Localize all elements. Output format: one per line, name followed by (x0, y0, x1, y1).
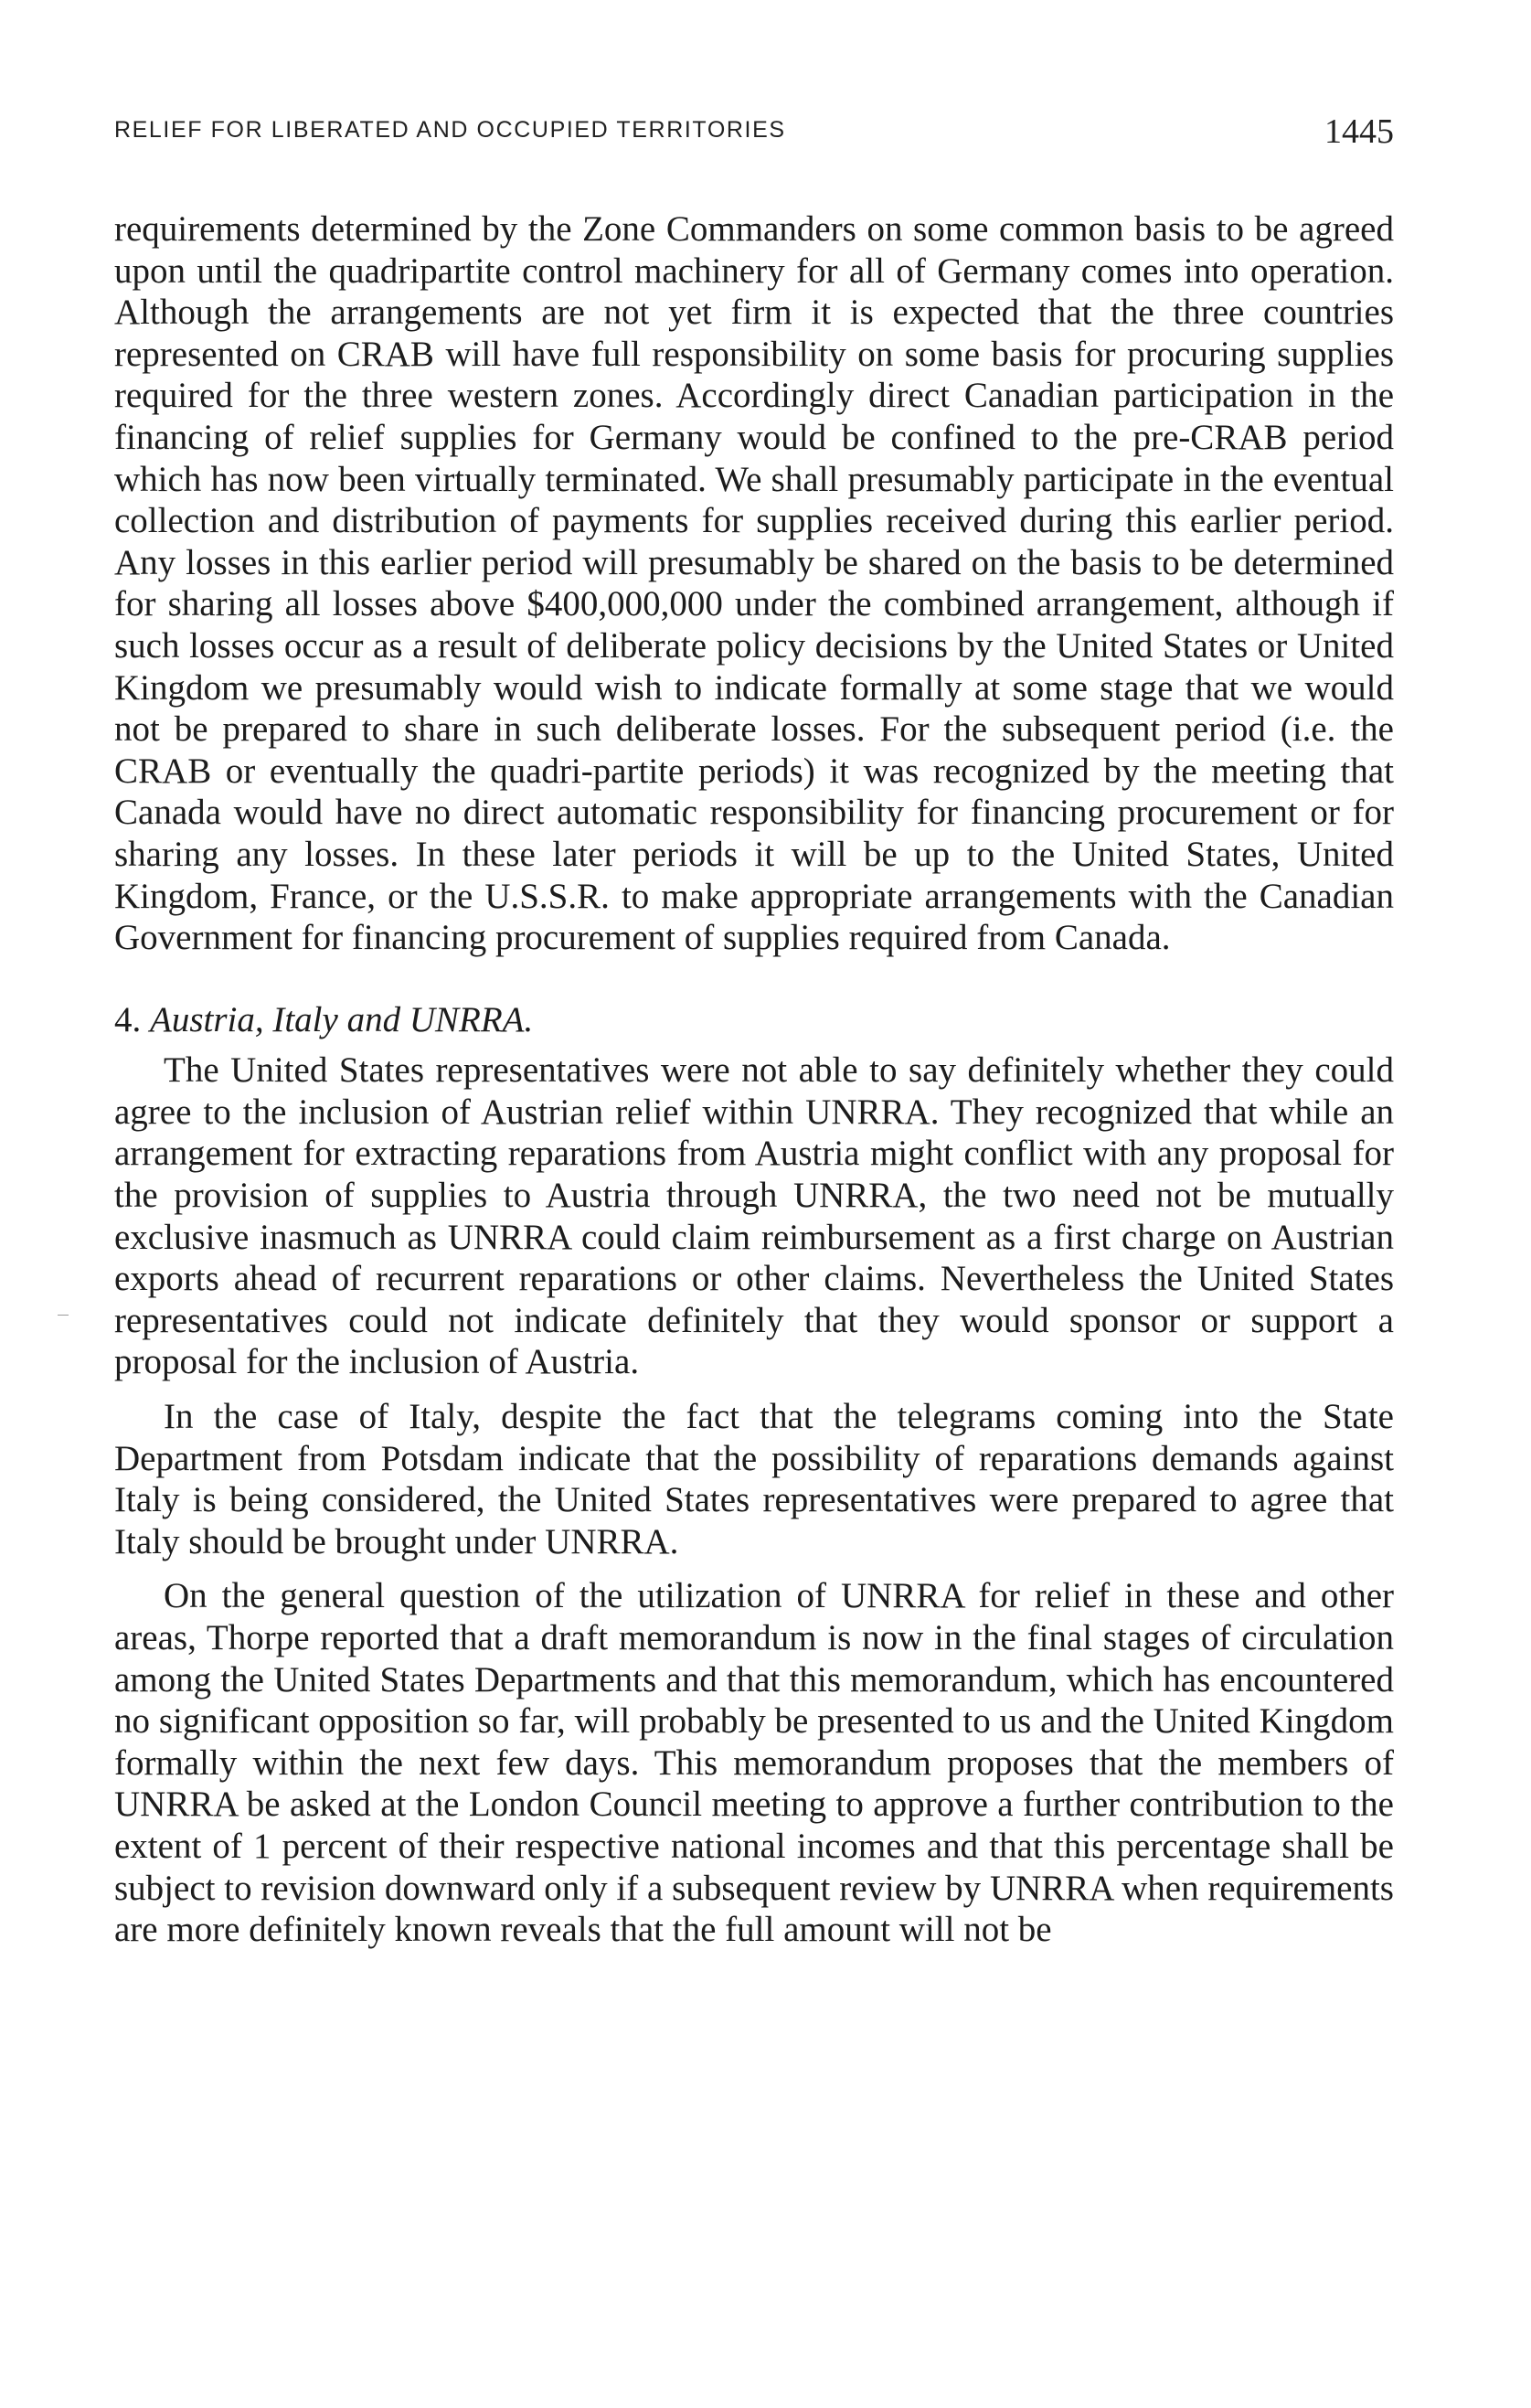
paragraph-unrra-general: On the general question of the utilization of UNRRA for relief in these and other areas, Thorpe reported that a draft memorandum is now in the final stages of circulation among the United States Departments and that this memorandum, which has encountered no significant opposition so far, will probably be presented to us and the United Kingdom formally within the next few days. This memorandum proposes that the members of UNRRA be asked at the London Council meeting to approve a further contribution to the extent of 1 percent of their respective national incomes and that this percentage shall be subject to revision downward only if a subsequent review by UNRRA when requirements are more definitely known reveals that the full amount will not be (114, 1576, 1394, 1950)
running-title: RELIEF FOR LIBERATED AND OCCUPIED TERRITORIES (114, 117, 786, 143)
section-title: Austria, Italy and UNRRA. (150, 999, 534, 1039)
section-heading (114, 999, 1394, 1041)
paragraph-continued: requirements determined by the Zone Commanders on some common basis to be agreed upon until the quadripartite control machinery for all of Germany comes into operation. Although the arrangements are not yet firm it is expected that the three countries represented on CRAB will have full responsibility on some basis for procuring supplies required for the three western zones. Accordingly direct Canadian participation in the financing of relief supplies for Germany would be confined to the pre-CRAB period which has now been virtually terminated. We shall presumably participate in the eventual collection and distribution of payments for supplies received during this earlier period. Any losses in this earlier period will presumably be shared on the basis to be determined for sharing all losses above $400,000,000 under the combined arrangement, although if such losses occur as a result of deliberate policy decisions by the United States or United Kingdom we presumably would wish to indicate formally at some stage that we would not be prepared to share in such deliberate losses. For the subsequent period (i.e. the CRAB or eventually the quadri-partite periods) it was recognized by the meeting that Canada would have no direct automatic responsibility for financing procurement or for sharing any losses. In these later periods it will be up to the United States, United Kingdom, France, or the U.S.S.R. to make appropriate arrangements with the Canadian Government for financing procurement of supplies required from Canada. (114, 209, 1394, 958)
paragraph-italy: In the case of Italy, despite the fact that the telegrams coming into the State Department from Potsdam indicate that the possibility of reparations demands against Italy is being considered, the United States representatives were prepared to agree that Italy should be brought under UNRRA. (114, 1397, 1394, 1561)
body-text (114, 208, 1394, 1951)
section-number: 4. (114, 999, 142, 1039)
paragraph-austria: The United States representatives were not able to say definitely whether they could agree to the inclusion of Austrian relief within UNRRA. They recognized that while an arrangement for extracting reparations from Austria might conflict with any proposal for the provision of supplies to Austria through UNRRA, the two need not be mutually exclusive inasmuch as UNRRA could claim reimbursement as a first charge on Austrian exports ahead of recurrent reparations or other claims. Nevertheless the United States representatives could not indicate definitely that they would sponsor or support a proposal for the inclusion of Austria. (114, 1050, 1394, 1382)
margin-mark (58, 1315, 69, 1316)
page-number: 1445 (1324, 112, 1394, 151)
running-header (114, 112, 1394, 152)
